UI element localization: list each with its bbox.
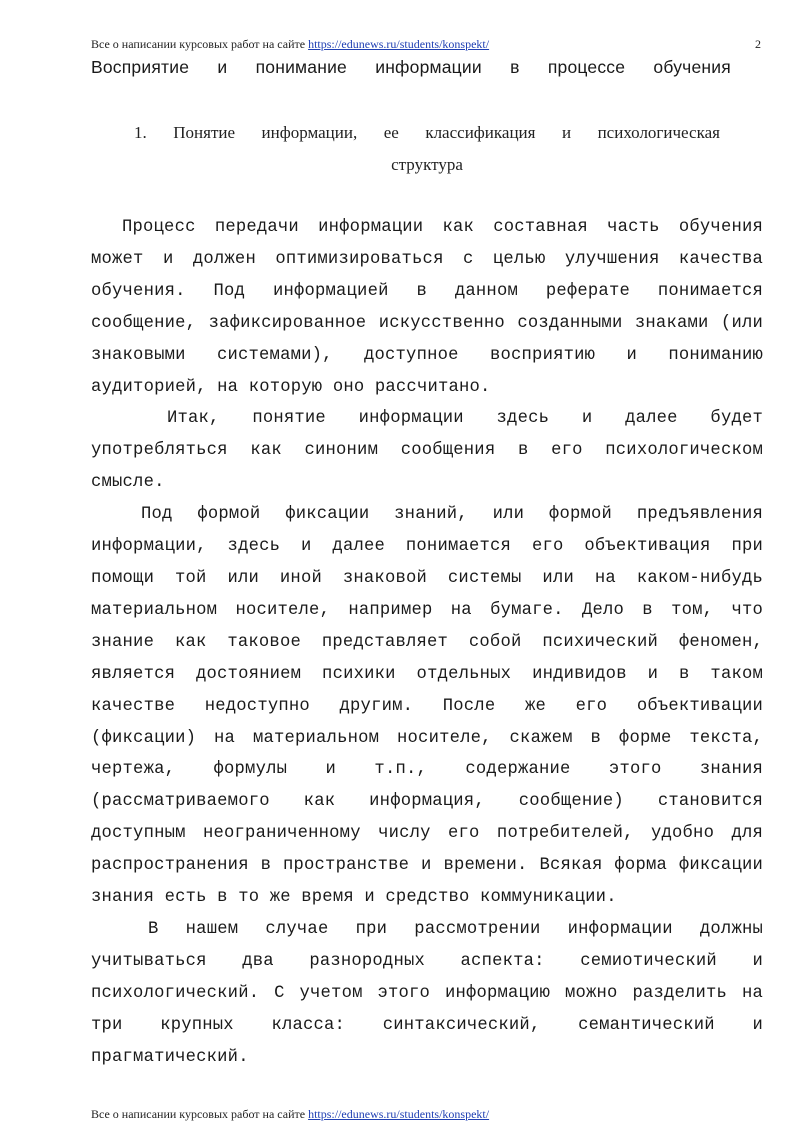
- heading-word: Понятие: [173, 123, 236, 142]
- title-word: и: [217, 57, 228, 77]
- paragraph: Процесс передачи информации как составная часть обучения может и должен оптимизироваться с целью улучшения качества обучения. Под информацией в данном реферате понимается сообщение, зафиксированное искусственно созданными знаками (или знаковыми системами), доступное восприятию и пониманию аудиторией, на которую оно рассчитано.: [91, 218, 763, 397]
- title-word: Восприятие: [91, 57, 190, 77]
- heading-word: психологическая: [597, 123, 720, 142]
- footer-text: Все о написании курсовых работ на сайте: [91, 1107, 309, 1121]
- title-word: понимание: [255, 57, 347, 77]
- title-word: процессе: [547, 57, 626, 77]
- heading-word: классификация: [425, 123, 536, 142]
- heading-word: 1.: [134, 123, 147, 142]
- heading-word: и: [561, 123, 572, 142]
- heading-word: ее: [383, 123, 399, 142]
- page-number: 2: [755, 37, 761, 51]
- section-heading-line1: [91, 120, 763, 152]
- title-word: информации: [375, 57, 482, 77]
- heading-word: информации,: [261, 123, 358, 142]
- paragraph: В нашем случае при рассмотрении информации должны учитываться два разнородных аспекта: семиотический и психологический. С учетом этого информацию можно разделить на три крупных класса: синтаксический, семантический и прагматический.: [91, 919, 763, 1067]
- paragraph: Итак, понятие информации здесь и далее будет употребляться как синоним сообщения в его психологическом смысле.: [91, 409, 763, 493]
- header-link[interactable]: https://edunews.ru/students/konspekt/: [308, 37, 490, 51]
- body-text: [91, 212, 763, 1073]
- paragraph: Под формой фиксации знаний, или формой предъявления информации, здесь и далее понимается его объективация при помощи той или иной знаковой системы или на каком-нибудь материальном носителе, например на бумаге. Дело в том, что знание как таковое представляет собой психический феномен, является достоянием психики отдельных индивидов и в таком качестве недоступно другим. После же его объективации (фиксации) на материальном носителе, скажем в форме текста, чертежа, формулы и т.п., содержание этого знания (рассматриваемого как информация, сообщение) становится доступным неограниченному числу его потребителей, удобно для распространения в пространстве и времени. Всякая форма фиксации знания есть в то же время и средство коммуникации.: [91, 505, 763, 908]
- title-word: обучения: [653, 57, 731, 77]
- page-header: [91, 37, 763, 55]
- page-footer: [91, 1107, 763, 1122]
- section-heading-line2: структура: [391, 155, 463, 174]
- header-text: Все о написании курсовых работ на сайте: [91, 37, 309, 51]
- document-title: [91, 57, 731, 78]
- section-heading: [91, 120, 763, 178]
- title-word: в: [510, 57, 520, 77]
- footer-link[interactable]: https://edunews.ru/students/konspekt/: [308, 1107, 490, 1121]
